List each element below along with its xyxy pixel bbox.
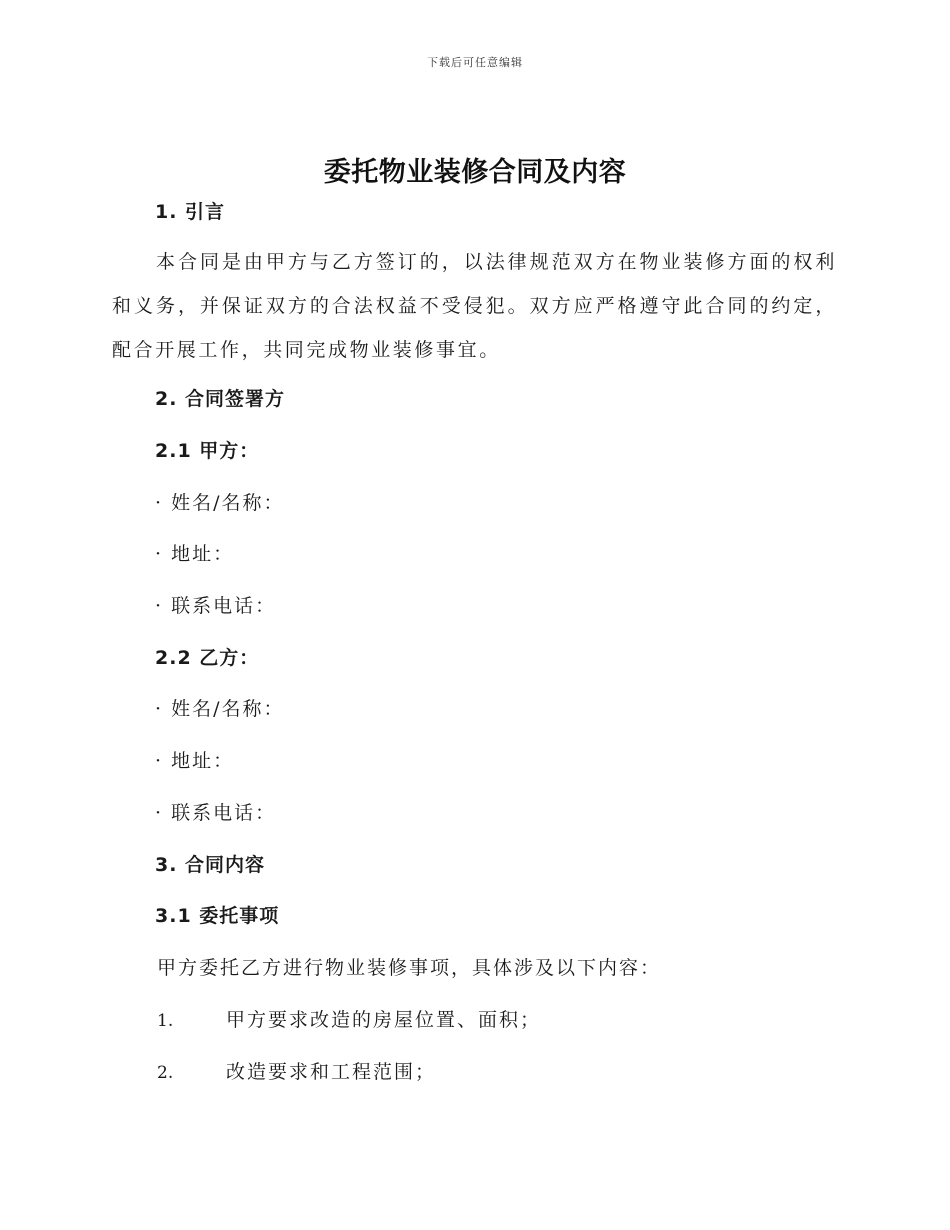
section-2-heading: 2. 合同签署方 — [155, 388, 286, 410]
party-b-phone-field: · 联系电话： — [155, 802, 277, 824]
section-3-heading: 3. 合同内容 — [155, 854, 266, 876]
list-item-number: 1. — [157, 1011, 174, 1031]
party-a-name-field: · 姓名/名称： — [155, 492, 285, 514]
document-title: 委托物业装修合同及内容 — [323, 157, 627, 188]
header-note: 下载后可任意编辑 — [427, 56, 523, 69]
list-item-number: 2. — [157, 1063, 174, 1083]
section-2-2-heading: 2.2 乙方： — [155, 647, 260, 669]
party-b-name-field: · 姓名/名称： — [155, 698, 285, 720]
section-2-1-heading: 2.1 甲方： — [155, 440, 260, 462]
party-a-phone-field: · 联系电话： — [155, 595, 277, 617]
section-1-heading: 1. 引言 — [155, 201, 226, 223]
section-1-body: 本合同是由甲方与乙方签订的，以法律规范双方在物业装修方面的权利和义务，并保证双方的合法权益不受侵犯。双方应严格遵守此合同的约定，配合开展工作，共同完成物业装修事宜。 — [112, 251, 837, 361]
section-3-1-heading: 3.1 委托事项 — [155, 905, 280, 927]
list-item-text: 改造要求和工程范围； — [226, 1061, 437, 1083]
list-item-text: 甲方要求改造的房屋位置、面积； — [226, 1009, 542, 1031]
party-b-address-field: · 地址： — [155, 750, 235, 772]
party-a-address-field: · 地址： — [155, 543, 235, 565]
section-3-1-intro: 甲方委托乙方进行物业装修事项，具体涉及以下内容： — [157, 957, 662, 979]
